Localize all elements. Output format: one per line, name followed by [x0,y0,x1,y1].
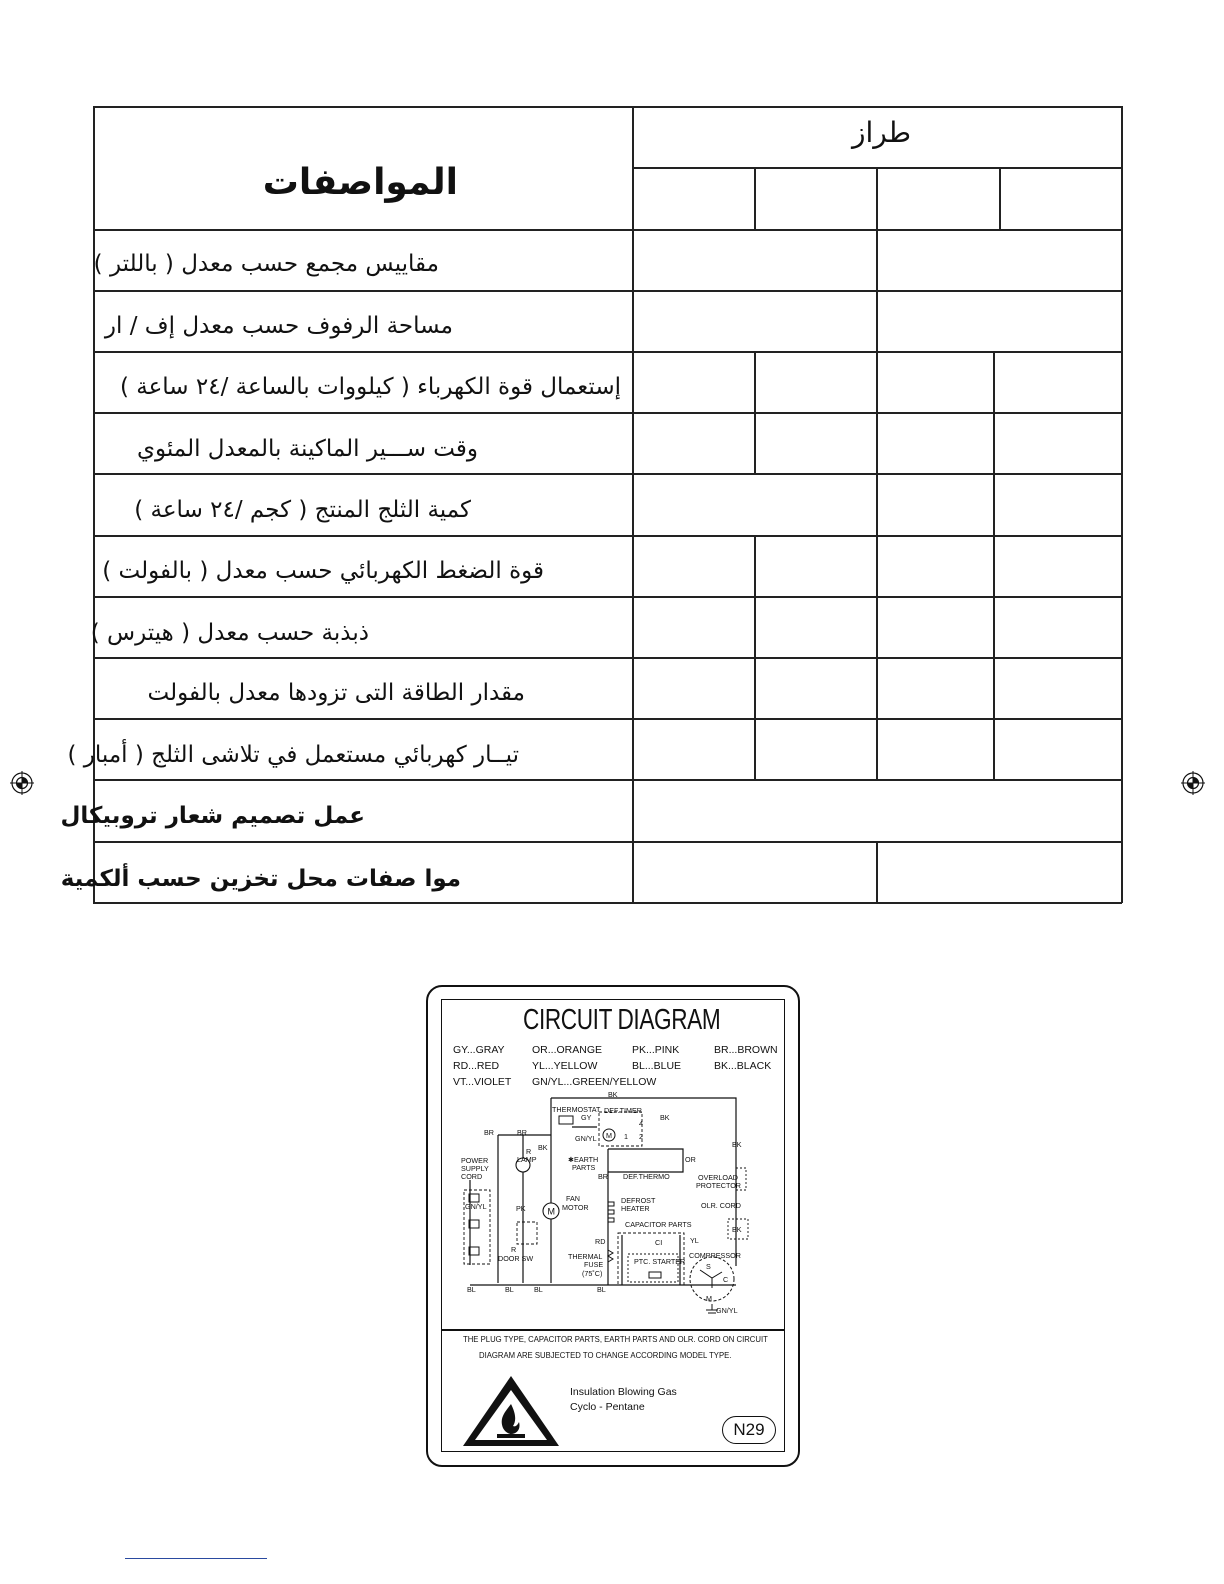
diagram-label: GN/YL [465,1202,487,1211]
row-line [93,473,1122,475]
diagram-label: SUPPLY [461,1164,489,1173]
diagram-label: ✱EARTH [568,1155,599,1164]
col-line [876,841,878,903]
col-line [993,351,995,473]
legend-item: OR...ORANGE [532,1044,603,1056]
col-line [754,351,756,473]
diagram-label: GN/YL [575,1134,597,1143]
legend-item: GY...GRAY [453,1044,505,1056]
footer-link-rule [125,1558,267,1559]
spec-row-label: مساحة الرفوف حسب معدل إف / ار [104,313,453,339]
col-line [876,473,878,535]
svg-text:M: M [606,1131,612,1140]
label-divider [442,1329,784,1331]
diagram-label: CI [655,1238,663,1247]
diagram-label: DEFROST [621,1196,656,1205]
table-border-left [93,106,95,903]
diagram-label: HEATER [621,1204,650,1213]
ptc-starter-icon [649,1272,661,1278]
diagram-label: M [706,1294,712,1303]
diagram-label: BK [732,1140,742,1149]
diagram-label: RD [595,1237,606,1246]
diagram-label: OR [685,1155,696,1164]
col-line [999,167,1001,229]
row-line [93,779,1122,781]
row-line [93,351,1122,353]
diagram-label: MOTOR [562,1203,589,1212]
row-line [93,229,1122,231]
circuit-title: CIRCUIT DIAGRAM [523,1004,721,1036]
col-line [993,535,995,780]
row-line [93,596,1122,598]
diagram-label: S [706,1262,711,1271]
svg-text:M: M [547,1206,555,1217]
thermostat-icon [559,1116,573,1124]
model-code-badge: N29 [722,1416,776,1444]
diagram-label: (75˚C) [582,1269,603,1278]
row-line [93,535,1122,537]
legend-item: VT...VIOLET [453,1076,512,1088]
diagram-label: BK [732,1225,742,1234]
diagram-label: OLR. CORD [701,1201,741,1210]
diagram-label: FAN [566,1194,580,1203]
row-line [93,718,1122,720]
spec-row-label: ذبذبة حسب معدل ( هيترس ) [90,620,369,646]
diagram-label: GN/YL [716,1306,738,1315]
label-inner-frame [441,999,785,1452]
spec-row-label: موا صفات محل تخزين حسب ألكمية [60,866,461,892]
diagram-label: OVERLOAD [698,1173,738,1182]
gas-info-line1: Insulation Blowing Gas [570,1386,677,1398]
col-line [876,351,878,473]
diagram-label: DEF.THERMO [623,1172,670,1181]
diagram-label: THERMOSTAT [552,1105,601,1114]
diagram-label: CORD [461,1172,483,1181]
gas-info-line2: Cyclo - Pentane [570,1401,645,1413]
row-line [93,412,1122,414]
diagram-label: 4 [639,1119,643,1128]
row-line [93,290,1122,292]
col-line [754,167,756,229]
spec-row-label: قوة الضغط الكهربائي حسب معدل ( بالفولت ) [102,558,544,584]
specifications-heading: المواصفات [262,162,458,203]
def-timer-box [599,1112,642,1146]
diagram-label: R [511,1245,517,1254]
diagram-label: BK [608,1090,618,1099]
diagram-label: GY [581,1113,592,1122]
col-line [754,535,756,780]
diagram-label: PK [516,1204,526,1213]
legend-item: BR...BROWN [714,1044,778,1056]
circuit-diagram-label [426,985,800,1467]
diagram-label: BL [597,1285,606,1294]
row-line [93,841,1122,843]
diagram-label: PTC. STARTER [634,1257,686,1266]
diagram-label: 2 [639,1132,643,1141]
diagram-label: COMPRESSOR [689,1251,741,1260]
diagram-label: LAMP [517,1155,537,1164]
legend-item: PK...PINK [632,1044,680,1056]
diagram-label: BL [467,1285,476,1294]
diagram-label: POWER [461,1156,489,1165]
diagram-label: BL [534,1285,543,1294]
notice-line: DIAGRAM ARE SUBJECTED TO CHANGE ACCORDING MODEL TYPE. [479,1350,732,1360]
legend-item: BK...BLACK [714,1060,772,1072]
legend-item: RD...RED [453,1060,500,1072]
flammable-warning-icon [461,1374,561,1448]
spec-row-label: إستعمال قوة الكهرباء ( كيلووات بالساعة /٢٤ ساعة ) [119,374,621,400]
door-switch-box [517,1222,537,1244]
registration-mark-icon [1181,771,1205,795]
diagram-label: BR [484,1128,494,1137]
spec-row-label: تيــار كهربائي مستعمل في تلاشى الثلج ( أمبار ) [67,742,519,768]
registration-mark-icon [10,771,34,795]
diagram-label: 1 [624,1132,628,1141]
row-line [93,657,1122,659]
diagram-label: R [526,1147,532,1156]
diagram-label: BK [538,1143,548,1152]
diagram-label: BR [598,1172,608,1181]
diagram-label: PROTECTOR [696,1181,741,1190]
diagram-label: BK [660,1113,670,1122]
diagram-label: CAPACITOR PARTS [625,1220,692,1229]
col-line [876,535,878,780]
wiring-schematic [442,1090,784,1322]
spec-row-label: مقاييس مجمع حسب معدل ( باللتر ) [93,251,439,277]
diagram-label: DOOR SW [498,1254,534,1263]
legend-item: GN/YL...GREEN/YELLOW [532,1076,657,1088]
table-border-right [1121,106,1123,903]
diagram-label: DEF.TIMER [604,1106,642,1115]
diagram-label: FUSE [584,1260,604,1269]
thermal-fuse-icon [608,1250,613,1262]
col-line [876,167,878,352]
diagram-label: THERMAL [568,1252,603,1261]
specifications-table [60,106,1122,903]
spec-row-label: كمية الثلج المنتج ( كجم /٢٤ ساعة ) [134,497,471,523]
spec-row-label: مقدار الطاقة التى تزودها معدل بالفولت [147,680,525,706]
table-border-bottom [93,902,1122,904]
legend-item: YL...YELLOW [532,1060,598,1072]
table-column-divider [632,106,634,903]
col-line [993,473,995,535]
diagram-label: BL [505,1285,514,1294]
legend-item: BL...BLUE [632,1060,682,1072]
defrost-heater-icon [608,1202,614,1222]
spec-row-label: وقت ســـير الماكينة بالمعدل المئوي [136,436,478,462]
model-heading: طراز [851,116,911,149]
table-border-top [93,106,1122,108]
wire [608,1149,683,1172]
diagram-label: C [723,1275,729,1284]
diagram-label: BR [517,1128,527,1137]
diagram-label: YL [690,1236,699,1245]
notice-line: THE PLUG TYPE, CAPACITOR PARTS, EARTH PARTS AND OLR. CORD ON CIRCUIT [463,1334,768,1344]
diagram-label: PARTS [572,1163,596,1172]
spec-row-label: عمل تصميم شعار تروبيكال [60,803,365,829]
